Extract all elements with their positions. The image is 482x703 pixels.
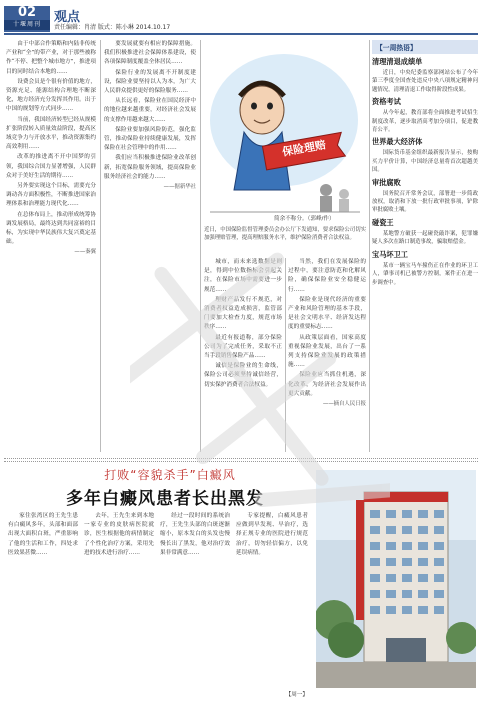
paragraph: 最近有报道称，部分保险公司为了完成任务，采取不正当手段销售保险产品…… <box>204 334 282 360</box>
story-footer-label: 【周一】 <box>285 692 308 698</box>
cartoon-credit: 简余不称分。（郭峰/作） <box>274 216 335 222</box>
paragraph: 保险业要加强风险防范，强化监管，推动保险业持续健康发展，发挥保险在社会管理中的作用…… <box>104 126 196 152</box>
story-headline-main: 多年白癜风患者长出黑发 <box>66 489 264 509</box>
weekly-quotes-column <box>372 40 478 452</box>
section-title: 观点 <box>54 10 81 25</box>
quote-body: 近日，中央纪委监察部网站公布了今年第三季度全国查处违反中央八项规定精神问题情况，清理清退工作取得阶段性成果。 <box>372 70 478 93</box>
quote-body: 某地警方破获一起碰瓷敲诈案，犯罪嫌疑人多次在路口制造事故，骗取赔偿金。 <box>372 230 478 246</box>
paragraph: 另外要实现这个目标，需要充分调动各方面积极性，不断推进国家治理体系和治理能力现代化…… <box>6 183 96 208</box>
article-column-d <box>288 258 366 452</box>
section-separator <box>4 458 478 462</box>
quote-title: 碰瓷王 <box>372 217 394 227</box>
paragraph: 专家提醒，白癜风患者应做到早发现、早治疗，选择正规专业的医院进行规范治疗，切勿轻信偏方，以免延误病情。 <box>236 513 308 556</box>
weekly-quotes-header: 【一周热语】 <box>372 40 478 54</box>
column-divider <box>100 40 101 452</box>
quote-body: 国际货币基金组织最新报告显示，按购买力平价计算，中国经济总量将首次超越美国。 <box>372 150 478 174</box>
editorial-cartoon <box>204 40 366 224</box>
paragraph: 去年，王先生来到本地一家专业的皮肤病医院就诊，医生根据他的病情制定了个性化治疗方案，采用先进的技术进行治疗…… <box>84 513 154 556</box>
cartoon-banner-text: 保险理赔 <box>281 138 327 159</box>
paragraph: 保险行业的发展离不开制度建设，保险业要坚持以人为本，为广大人民群众提供更好的保险服务…… <box>104 69 196 95</box>
paragraph: 家住张湾区的王先生患有白癜风多年，头部和面部出现大面积白斑，严重影响了他的生活和工作，四处求医效果甚微…… <box>8 513 78 556</box>
page-number: 02 <box>17 5 37 20</box>
article-column-b <box>104 40 196 452</box>
paragraph: 在总体布局上，推动形成统筹协调发展格局，最终达到共同富裕的目标，为实现中华民族伟大复兴奠定基础。 <box>6 211 96 246</box>
story-column <box>236 512 308 688</box>
story-column <box>8 512 78 688</box>
quote-body: 某市一辆宝马车撞伤正在作业的环卫工人，肇事司机已被警方控制，案件正在进一步调查中。 <box>372 262 478 286</box>
paragraph: 诚信是保险业的生命线，保险公司必须坚持诚信经营，切实保护消费者合法权益。 <box>204 363 282 388</box>
cartoon-caption: 近日，中国保险监督管理委员会办公厅下发通知，要求保险公司切实加强理赔管理，提高理赔服务水平，维护保险消费者合法权益。 <box>204 227 366 241</box>
paragraph: 改革的推进离不开中国梦的引领，我国综合国力显著增强，人民群众对于美好生活的期待…… <box>6 154 96 179</box>
paragraph: 理财产品发行不规范，对消费者权益造成损害，监管部门要加大检查力度，规范市场秩序…… <box>204 296 282 331</box>
paragraph: 经过一段时间的系统治疗，王先生头部的白斑逐渐缩小，原本发白的头发也慢慢长出了黑发，他对治疗效果非常满意…… <box>160 513 230 556</box>
paragraph: 保险业应当抓住机遇，深化改革，为经济社会发展作出更大贡献。 <box>288 372 366 397</box>
byline: ——据新华社 <box>163 184 196 191</box>
paragraph: 我们应当积极推进保险业改革创新，拓宽保险服务领域，提高保险业服务经济社会的能力…… <box>104 155 196 180</box>
quote-title: 资格考试 <box>372 97 401 107</box>
quote-body: 国务院召开常务会议，部署进一步简政放权，取消和下放一批行政审批事项，铲除审批腐败土壤。 <box>372 190 478 214</box>
paragraph: 由于中部合作策略和内陆非传统产业和“全”的带产业，对于那些被称作“不停、把整个城市地方”，推进项目的同时结合本地的…… <box>6 41 96 75</box>
header-rule <box>4 33 478 35</box>
editor-credits: 责任编辑：肖清 版式：陈小琳 2014.10.17 <box>54 24 171 31</box>
article-column-c <box>204 258 282 452</box>
paragraph: 保险业是现代经济的重要产业和风险管理的基本手段，是社会文明水平、经济发达程度的重要标志…… <box>288 296 366 331</box>
story-column <box>84 512 154 688</box>
newspaper-name: 十堰周刊 <box>4 20 50 30</box>
story-column <box>160 512 230 688</box>
quote-title: 宝马坏卫工 <box>372 249 408 259</box>
column-divider <box>200 40 201 452</box>
column-divider <box>285 258 286 452</box>
byline: ——摘自人民日报 <box>322 401 366 408</box>
paragraph: 设费会员是个很有价值的地方，资源充足、能源结构合理地不断深化，地方经济充分发挥其作用。出于中国的规划等方式同步…… <box>6 78 96 113</box>
paragraph: 当然，我们在发展保险的过程中，要注意防范和化解风险，确保保险业安全稳健运行…… <box>288 259 366 293</box>
paragraph: 城市，而未来选数据是则是，得到中位数指标会引起关注，在保险市场中需要进一步规范…… <box>204 259 282 293</box>
article-column-a <box>6 40 96 452</box>
paragraph: 当前，我国经济转型已经从规模扩张阶段转入质量效益阶段，提高区域竞争力与开放水平，推动资源集约高效利用…… <box>6 116 96 151</box>
quote-title: 清理清退成绩单 <box>372 57 423 66</box>
masthead <box>0 0 482 34</box>
quote-body: 从今年起，教育部将全面推进考试招生制度改革，逐步取消高考加分项目，促进教育公平。 <box>372 110 478 134</box>
quote-title: 审批腐败 <box>372 177 401 187</box>
paragraph: 从政策层面看，国家高度重视保险业发展，出台了一系列支持保险业发展的政策措施…… <box>288 334 366 369</box>
hospital-building-photo <box>316 470 476 688</box>
column-divider <box>369 40 370 452</box>
paragraph: 从长远看，保险业在国民经济中的地位越来越重要，对经济社会发展的支撑作用越来越大…… <box>104 98 196 123</box>
story-headline-top: 打败“容貌杀手”白癜风 <box>104 468 236 482</box>
paragraph: 要发展就要有相应的保障措施。我们积极推进社会保障体系建设，使各项保障制度覆盖全体居民…… <box>104 41 196 66</box>
page-number-badge <box>4 6 50 32</box>
quote-title: 世界最大经济体 <box>372 137 423 147</box>
byline: ——秦翼 <box>74 249 96 256</box>
